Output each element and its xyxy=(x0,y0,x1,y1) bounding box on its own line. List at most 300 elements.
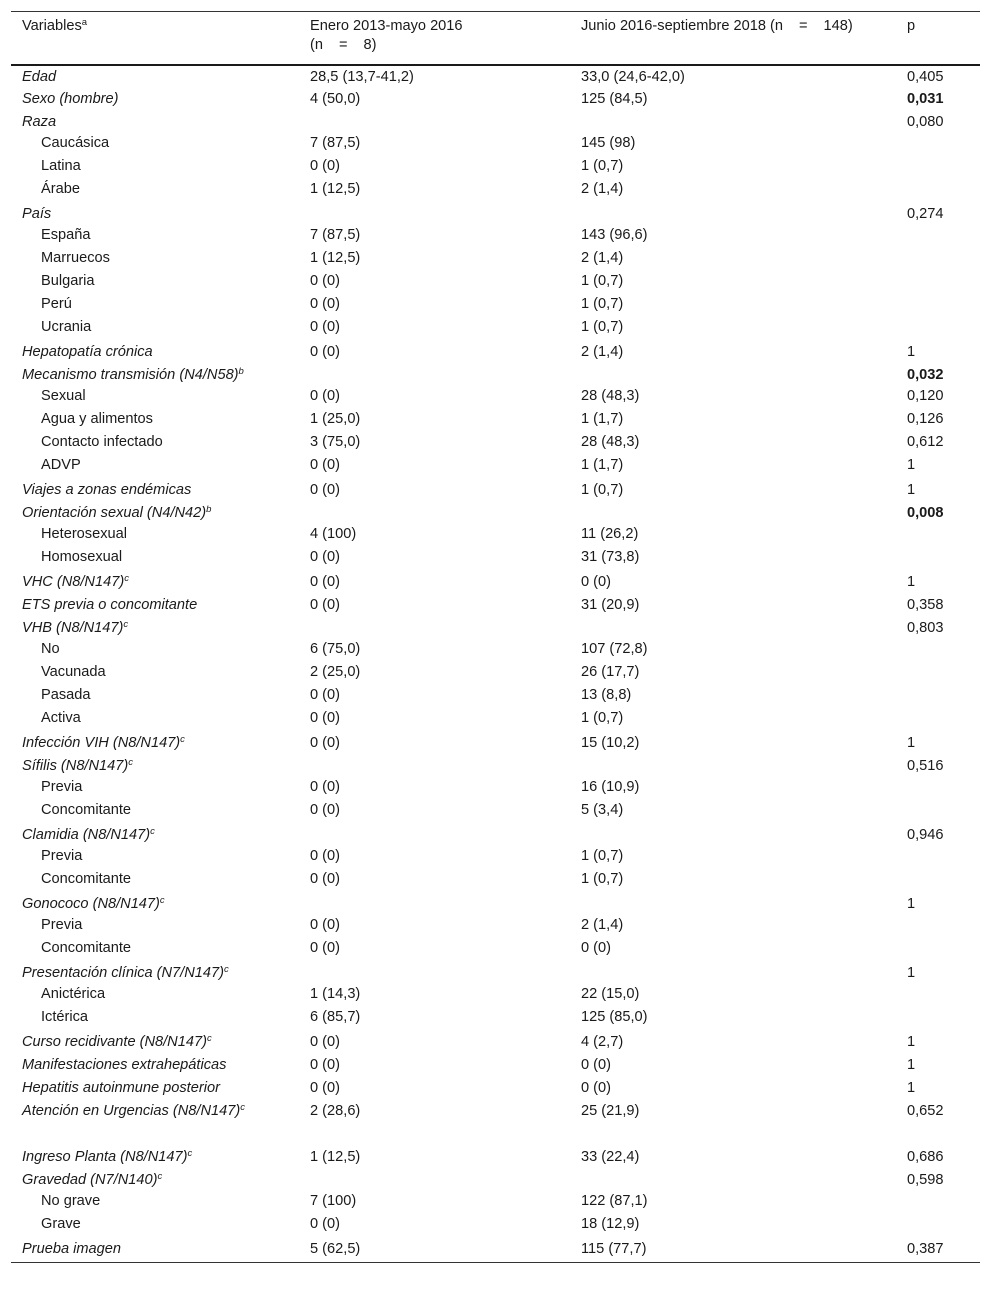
p-value xyxy=(896,640,980,663)
variable-label: Contacto infectado xyxy=(41,434,163,450)
footnote-marker: c xyxy=(157,1171,163,1182)
value-period-1 xyxy=(299,962,570,985)
value-period-2: 2 (1,4) xyxy=(581,917,624,933)
p-value xyxy=(896,916,980,939)
value-period-2: 13 (8,8) xyxy=(581,687,632,703)
variable-name xyxy=(11,1100,299,1146)
table-row xyxy=(11,180,980,203)
value-period-2: 115 (77,7) xyxy=(570,1238,896,1263)
footnote-marker: b xyxy=(238,366,244,377)
p-value: 1 xyxy=(907,574,916,590)
value-period-1: 7 (100) xyxy=(310,1193,357,1209)
p-value xyxy=(896,663,980,686)
value-period-1: 7 (87,5) xyxy=(310,227,361,243)
header-period-1-n-label: (n xyxy=(310,37,323,53)
p-value: 0,031 xyxy=(907,91,944,107)
variable-name xyxy=(11,962,299,985)
variable-name xyxy=(11,1031,299,1054)
table-row xyxy=(11,249,980,272)
p-value xyxy=(896,318,980,341)
variable-label: Mecanismo transmisión (N4/N58) xyxy=(22,367,239,383)
table-row xyxy=(11,939,980,962)
value-period-2: 107 (72,8) xyxy=(581,641,648,657)
value-period-2: 5 (3,4) xyxy=(581,802,624,818)
value-period-2 xyxy=(570,502,896,525)
subcategory-name xyxy=(11,157,299,180)
p-value: 0,080 xyxy=(907,114,944,130)
value-period-2: 22 (15,0) xyxy=(581,986,640,1002)
table-row xyxy=(11,686,980,709)
table-row xyxy=(11,824,980,847)
table-row xyxy=(11,134,980,157)
value-period-2 xyxy=(570,962,896,985)
subcategory-name xyxy=(11,801,299,824)
value-period-1: 0 (0) xyxy=(310,1057,341,1073)
p-value: 1 xyxy=(907,344,916,360)
variable-label: Concomitante xyxy=(41,940,132,956)
value-period-1: 0 (0) xyxy=(310,296,341,312)
value-period-1: 0 (0) xyxy=(310,319,341,335)
variable-label: Presentación clínica (N7/N147) xyxy=(22,965,224,981)
variable-label: Heterosexual xyxy=(41,526,127,542)
value-period-2: 28 (48,3) xyxy=(581,388,640,404)
p-value xyxy=(896,548,980,571)
p-value xyxy=(896,295,980,318)
value-period-1: 0 (0) xyxy=(310,482,341,498)
value-period-1 xyxy=(299,502,570,525)
value-period-2 xyxy=(570,893,896,916)
value-period-2: 1 (0,7) xyxy=(581,158,624,174)
p-value: 0,516 xyxy=(907,758,944,774)
subcategory-name xyxy=(11,1215,299,1238)
variable-name xyxy=(11,755,299,778)
value-period-2: 1 (1,7) xyxy=(581,411,624,427)
value-period-2 xyxy=(570,824,896,847)
header-variables-footnote: a xyxy=(81,17,88,28)
variable-label: Prueba imagen xyxy=(22,1241,121,1257)
variable-label: ETS previa o concomitante xyxy=(22,597,198,613)
subcategory-name xyxy=(11,778,299,801)
value-period-1: 2 (25,0) xyxy=(310,664,361,680)
variable-label: VHB (N8/N147) xyxy=(22,620,124,636)
footnote-marker: c xyxy=(128,757,133,768)
value-period-2: 11 (26,2) xyxy=(581,526,639,542)
variable-label: Activa xyxy=(41,710,81,726)
table-row xyxy=(11,226,980,249)
header-period-2-label: Junio 2016-septiembre 2018 (n xyxy=(581,18,784,34)
header-period-1-label: Enero 2013-mayo 2016 xyxy=(310,18,463,34)
variable-label: Manifestaciones extrahepáticas xyxy=(22,1057,227,1073)
subcategory-name xyxy=(11,226,299,249)
variable-name xyxy=(11,479,299,502)
variable-label: Previa xyxy=(41,848,83,864)
value-period-1: 0 (0) xyxy=(310,597,341,613)
p-value: 0,598 xyxy=(907,1172,944,1188)
value-period-1: 1 (12,5) xyxy=(310,181,361,197)
comparison-table xyxy=(11,11,980,1263)
value-period-2: 16 (10,9) xyxy=(581,779,640,795)
value-period-2: 28 (48,3) xyxy=(581,434,640,450)
p-value xyxy=(896,134,980,157)
value-period-1 xyxy=(299,111,570,134)
variable-label: Curso recidivante (N8/N147) xyxy=(22,1034,207,1050)
value-period-2: 0 (0) xyxy=(581,574,612,590)
value-period-2: 0 (0) xyxy=(581,1057,612,1073)
value-period-1: 5 (62,5) xyxy=(299,1238,570,1263)
value-period-1 xyxy=(299,364,570,387)
variable-label: Caucásica xyxy=(41,135,110,151)
value-period-1: 1 (12,5) xyxy=(310,1149,361,1165)
value-period-1 xyxy=(299,755,570,778)
table-row xyxy=(11,1100,980,1146)
subcategory-name xyxy=(11,686,299,709)
variable-label: Previa xyxy=(41,917,83,933)
footnote-marker: c xyxy=(187,1148,193,1159)
header-period-2 xyxy=(570,12,896,66)
variable-name xyxy=(11,1238,299,1263)
p-value xyxy=(896,272,980,295)
subcategory-name xyxy=(11,249,299,272)
table-row xyxy=(11,65,980,88)
value-period-2: 1 (0,7) xyxy=(581,273,624,289)
table-row xyxy=(11,847,980,870)
subcategory-name xyxy=(11,985,299,1008)
table-row xyxy=(11,985,980,1008)
table-row xyxy=(11,456,980,479)
value-period-1: 0 (0) xyxy=(310,871,341,887)
variable-name xyxy=(11,1146,299,1169)
value-period-1: 6 (85,7) xyxy=(310,1009,361,1025)
p-value: 1 xyxy=(907,482,916,498)
table-row xyxy=(11,1146,980,1169)
table-body xyxy=(11,65,980,1263)
subcategory-name xyxy=(11,548,299,571)
p-value xyxy=(896,157,980,180)
value-period-2: 18 (12,9) xyxy=(581,1216,640,1232)
variable-label: Edad xyxy=(22,69,57,85)
header-period-2-equals: = xyxy=(799,18,808,34)
subcategory-name xyxy=(11,410,299,433)
table-row xyxy=(11,617,980,640)
p-value xyxy=(896,801,980,824)
table-row xyxy=(11,525,980,548)
footnote-marker: c xyxy=(159,895,165,906)
value-period-1: 0 (0) xyxy=(310,388,341,404)
value-period-1: 0 (0) xyxy=(310,574,341,590)
p-value xyxy=(896,249,980,272)
table-row xyxy=(11,1169,980,1192)
variable-name xyxy=(11,364,299,387)
variable-name xyxy=(11,111,299,134)
value-period-2: 2 (1,4) xyxy=(581,250,624,266)
header-variables-label: Variables xyxy=(22,18,82,34)
value-period-1: 0 (0) xyxy=(310,1080,341,1096)
table-row xyxy=(11,387,980,410)
variable-label: Sífilis (N8/N147) xyxy=(22,758,129,774)
value-period-2 xyxy=(570,203,896,226)
header-period-1-equals: = xyxy=(338,37,348,53)
value-period-2: 1 (1,7) xyxy=(581,457,624,473)
value-period-1: 0 (0) xyxy=(310,687,341,703)
subcategory-name xyxy=(11,456,299,479)
p-value: 0,126 xyxy=(907,411,944,427)
header-period-2-n-value: 148) xyxy=(823,18,853,34)
value-period-2 xyxy=(570,617,896,640)
p-value: 1 xyxy=(907,1080,916,1096)
subcategory-name xyxy=(11,1192,299,1215)
value-period-1: 0 (0) xyxy=(310,848,341,864)
variable-name xyxy=(11,732,299,755)
p-value: 0,686 xyxy=(907,1149,944,1165)
variable-label: Latina xyxy=(41,158,81,174)
value-period-1: 0 (0) xyxy=(310,940,341,956)
variable-label: Raza xyxy=(22,114,57,130)
p-value xyxy=(896,1215,980,1238)
variable-label: Gonococo (N8/N147) xyxy=(22,896,160,912)
value-period-2: 143 (96,6) xyxy=(581,227,648,243)
footnote-marker: b xyxy=(206,504,212,515)
table-row xyxy=(11,272,980,295)
p-value xyxy=(896,686,980,709)
value-period-2: 125 (85,0) xyxy=(581,1009,648,1025)
p-value: 0,008 xyxy=(907,505,944,521)
p-value xyxy=(896,985,980,1008)
table-row xyxy=(11,1238,980,1263)
variable-name xyxy=(11,1169,299,1192)
variable-label: Gravedad (N7/N140) xyxy=(22,1172,158,1188)
variable-label: VHC (N8/N147) xyxy=(22,574,125,590)
table-row xyxy=(11,1192,980,1215)
variable-label: Infección VIH (N8/N147) xyxy=(22,735,181,751)
variable-label: Viajes a zonas endémicas xyxy=(22,482,192,498)
variable-label: Grave xyxy=(41,1216,81,1232)
variable-name xyxy=(11,893,299,916)
p-value xyxy=(896,709,980,732)
value-period-1: 0 (0) xyxy=(310,1216,341,1232)
variable-label: Marruecos xyxy=(41,250,110,266)
table-row xyxy=(11,341,980,364)
table-row xyxy=(11,571,980,594)
header-variables xyxy=(11,12,299,66)
table-row xyxy=(11,157,980,180)
p-value: 1 xyxy=(907,1057,916,1073)
value-period-2 xyxy=(570,1169,896,1192)
value-period-1 xyxy=(299,1169,570,1192)
p-value xyxy=(896,1192,980,1215)
value-period-2: 31 (73,8) xyxy=(581,549,640,565)
value-period-1 xyxy=(299,893,570,916)
footnote-marker: c xyxy=(240,1102,245,1113)
table-header xyxy=(11,12,980,66)
table-row xyxy=(11,295,980,318)
variable-label: Atención en Urgencias (N8/N147) xyxy=(22,1103,241,1119)
table-row xyxy=(11,1215,980,1238)
p-value: 0,387 xyxy=(896,1238,980,1263)
value-period-1: 0 (0) xyxy=(310,779,341,795)
subcategory-name xyxy=(11,1008,299,1031)
value-period-2: 0 (0) xyxy=(581,1080,612,1096)
p-value: 0,120 xyxy=(907,388,944,404)
footnote-marker: c xyxy=(223,964,229,975)
value-period-1: 0 (0) xyxy=(310,1034,341,1050)
variable-label: Orientación sexual (N4/N42) xyxy=(22,505,207,521)
value-period-1: 0 (0) xyxy=(310,273,341,289)
value-period-2: 1 (0,7) xyxy=(581,482,624,498)
variable-label: Perú xyxy=(41,296,72,312)
subcategory-name xyxy=(11,318,299,341)
table-row xyxy=(11,433,980,456)
value-period-1: 0 (0) xyxy=(310,802,341,818)
value-period-2: 1 (0,7) xyxy=(581,871,624,887)
table-row xyxy=(11,479,980,502)
value-period-1 xyxy=(299,824,570,847)
p-value xyxy=(896,847,980,870)
variable-label: Sexo (hombre) xyxy=(22,91,119,107)
p-value: 0,358 xyxy=(907,597,944,613)
variable-name xyxy=(11,1077,299,1100)
table-row xyxy=(11,111,980,134)
variable-name xyxy=(11,617,299,640)
subcategory-name xyxy=(11,847,299,870)
variable-label: País xyxy=(22,206,52,222)
variable-label: Hepatitis autoinmune posterior xyxy=(22,1080,220,1096)
p-value: 0,032 xyxy=(907,367,944,383)
table-row xyxy=(11,1054,980,1077)
variable-label: Concomitante xyxy=(41,871,132,887)
value-period-1: 3 (75,0) xyxy=(310,434,361,450)
table-row xyxy=(11,1008,980,1031)
p-value xyxy=(896,939,980,962)
table-row xyxy=(11,916,980,939)
table-row xyxy=(11,755,980,778)
variable-label: Sexual xyxy=(41,388,86,404)
value-period-2: 26 (17,7) xyxy=(581,664,640,680)
value-period-2: 0 (0) xyxy=(581,940,612,956)
table-row xyxy=(11,502,980,525)
p-value: 1 xyxy=(907,896,916,912)
value-period-1 xyxy=(299,203,570,226)
value-period-2: 1 (0,7) xyxy=(581,296,624,312)
value-period-2: 145 (98) xyxy=(581,135,636,151)
p-value: 1 xyxy=(907,457,916,473)
variable-label: Agua y alimentos xyxy=(41,411,153,427)
value-period-2: 1 (0,7) xyxy=(581,848,624,864)
value-period-2: 2 (1,4) xyxy=(581,344,624,360)
table-row xyxy=(11,962,980,985)
data-table-container xyxy=(11,11,980,1263)
table-row xyxy=(11,548,980,571)
footnote-marker: c xyxy=(123,619,129,630)
table-row xyxy=(11,870,980,893)
variable-name xyxy=(11,65,299,88)
value-period-1: 0 (0) xyxy=(310,344,341,360)
variable-label: Pasada xyxy=(41,687,91,703)
value-period-2: 33,0 (24,6-42,0) xyxy=(581,69,685,85)
value-period-1: 0 (0) xyxy=(310,710,341,726)
subcategory-name xyxy=(11,134,299,157)
table-row xyxy=(11,88,980,111)
variable-name xyxy=(11,203,299,226)
value-period-1: 0 (0) xyxy=(310,158,341,174)
table-row xyxy=(11,318,980,341)
variable-name xyxy=(11,502,299,525)
value-period-1: 0 (0) xyxy=(310,549,341,565)
value-period-1: 28,5 (13,7-41,2) xyxy=(310,69,414,85)
table-row xyxy=(11,893,980,916)
p-value: 1 xyxy=(907,965,916,981)
table-row xyxy=(11,663,980,686)
table-row xyxy=(11,594,980,617)
variable-label: Clamidia (N8/N147) xyxy=(22,827,151,843)
p-value: 0,946 xyxy=(907,827,944,843)
p-value: 0,405 xyxy=(907,69,944,85)
p-value: 0,803 xyxy=(907,620,944,636)
p-value xyxy=(896,525,980,548)
header-row xyxy=(11,12,980,66)
table-row xyxy=(11,732,980,755)
variable-label: Vacunada xyxy=(41,664,106,680)
header-period-1-n-value: 8) xyxy=(363,37,377,53)
value-period-1: 4 (50,0) xyxy=(310,91,361,107)
variable-name xyxy=(11,88,299,111)
variable-label: Bulgaria xyxy=(41,273,95,289)
value-period-1: 7 (87,5) xyxy=(310,135,361,151)
subcategory-name xyxy=(11,433,299,456)
value-period-2: 33 (22,4) xyxy=(581,1149,640,1165)
variable-label: Árabe xyxy=(41,181,80,197)
variable-label: Ingreso Planta (N8/N147) xyxy=(22,1149,188,1165)
header-period-1 xyxy=(299,12,570,66)
subcategory-name xyxy=(11,916,299,939)
table-row xyxy=(11,640,980,663)
value-period-2: 1 (0,7) xyxy=(581,710,624,726)
p-value: 0,652 xyxy=(907,1103,944,1119)
value-period-2: 125 (84,5) xyxy=(581,91,648,107)
p-value xyxy=(896,180,980,203)
table-row xyxy=(11,410,980,433)
p-value xyxy=(896,778,980,801)
p-value: 0,274 xyxy=(907,206,944,222)
table-row xyxy=(11,1077,980,1100)
value-period-2: 4 (2,7) xyxy=(581,1034,624,1050)
value-period-2: 31 (20,9) xyxy=(581,597,640,613)
table-row xyxy=(11,778,980,801)
footnote-marker: c xyxy=(150,826,155,837)
variable-label: No xyxy=(41,641,60,657)
variable-label: ADVP xyxy=(41,457,81,473)
footnote-marker: c xyxy=(180,734,185,745)
table-row xyxy=(11,364,980,387)
variable-name xyxy=(11,341,299,364)
value-period-1: 4 (100) xyxy=(310,526,357,542)
value-period-2: 2 (1,4) xyxy=(581,181,624,197)
subcategory-name xyxy=(11,295,299,318)
variable-label: Anictérica xyxy=(41,986,106,1002)
table-row xyxy=(11,1031,980,1054)
value-period-1: 2 (28,6) xyxy=(310,1103,361,1119)
p-value: 1 xyxy=(907,1034,916,1050)
value-period-2: 122 (87,1) xyxy=(581,1193,648,1209)
footnote-marker: c xyxy=(206,1033,212,1044)
value-period-1: 1 (14,3) xyxy=(310,986,361,1002)
variable-label: Ucrania xyxy=(41,319,92,335)
table-row xyxy=(11,801,980,824)
value-period-1 xyxy=(299,617,570,640)
variable-label: Hepatopatía crónica xyxy=(22,344,153,360)
subcategory-name xyxy=(11,525,299,548)
value-period-1: 0 (0) xyxy=(310,457,341,473)
subcategory-name xyxy=(11,939,299,962)
